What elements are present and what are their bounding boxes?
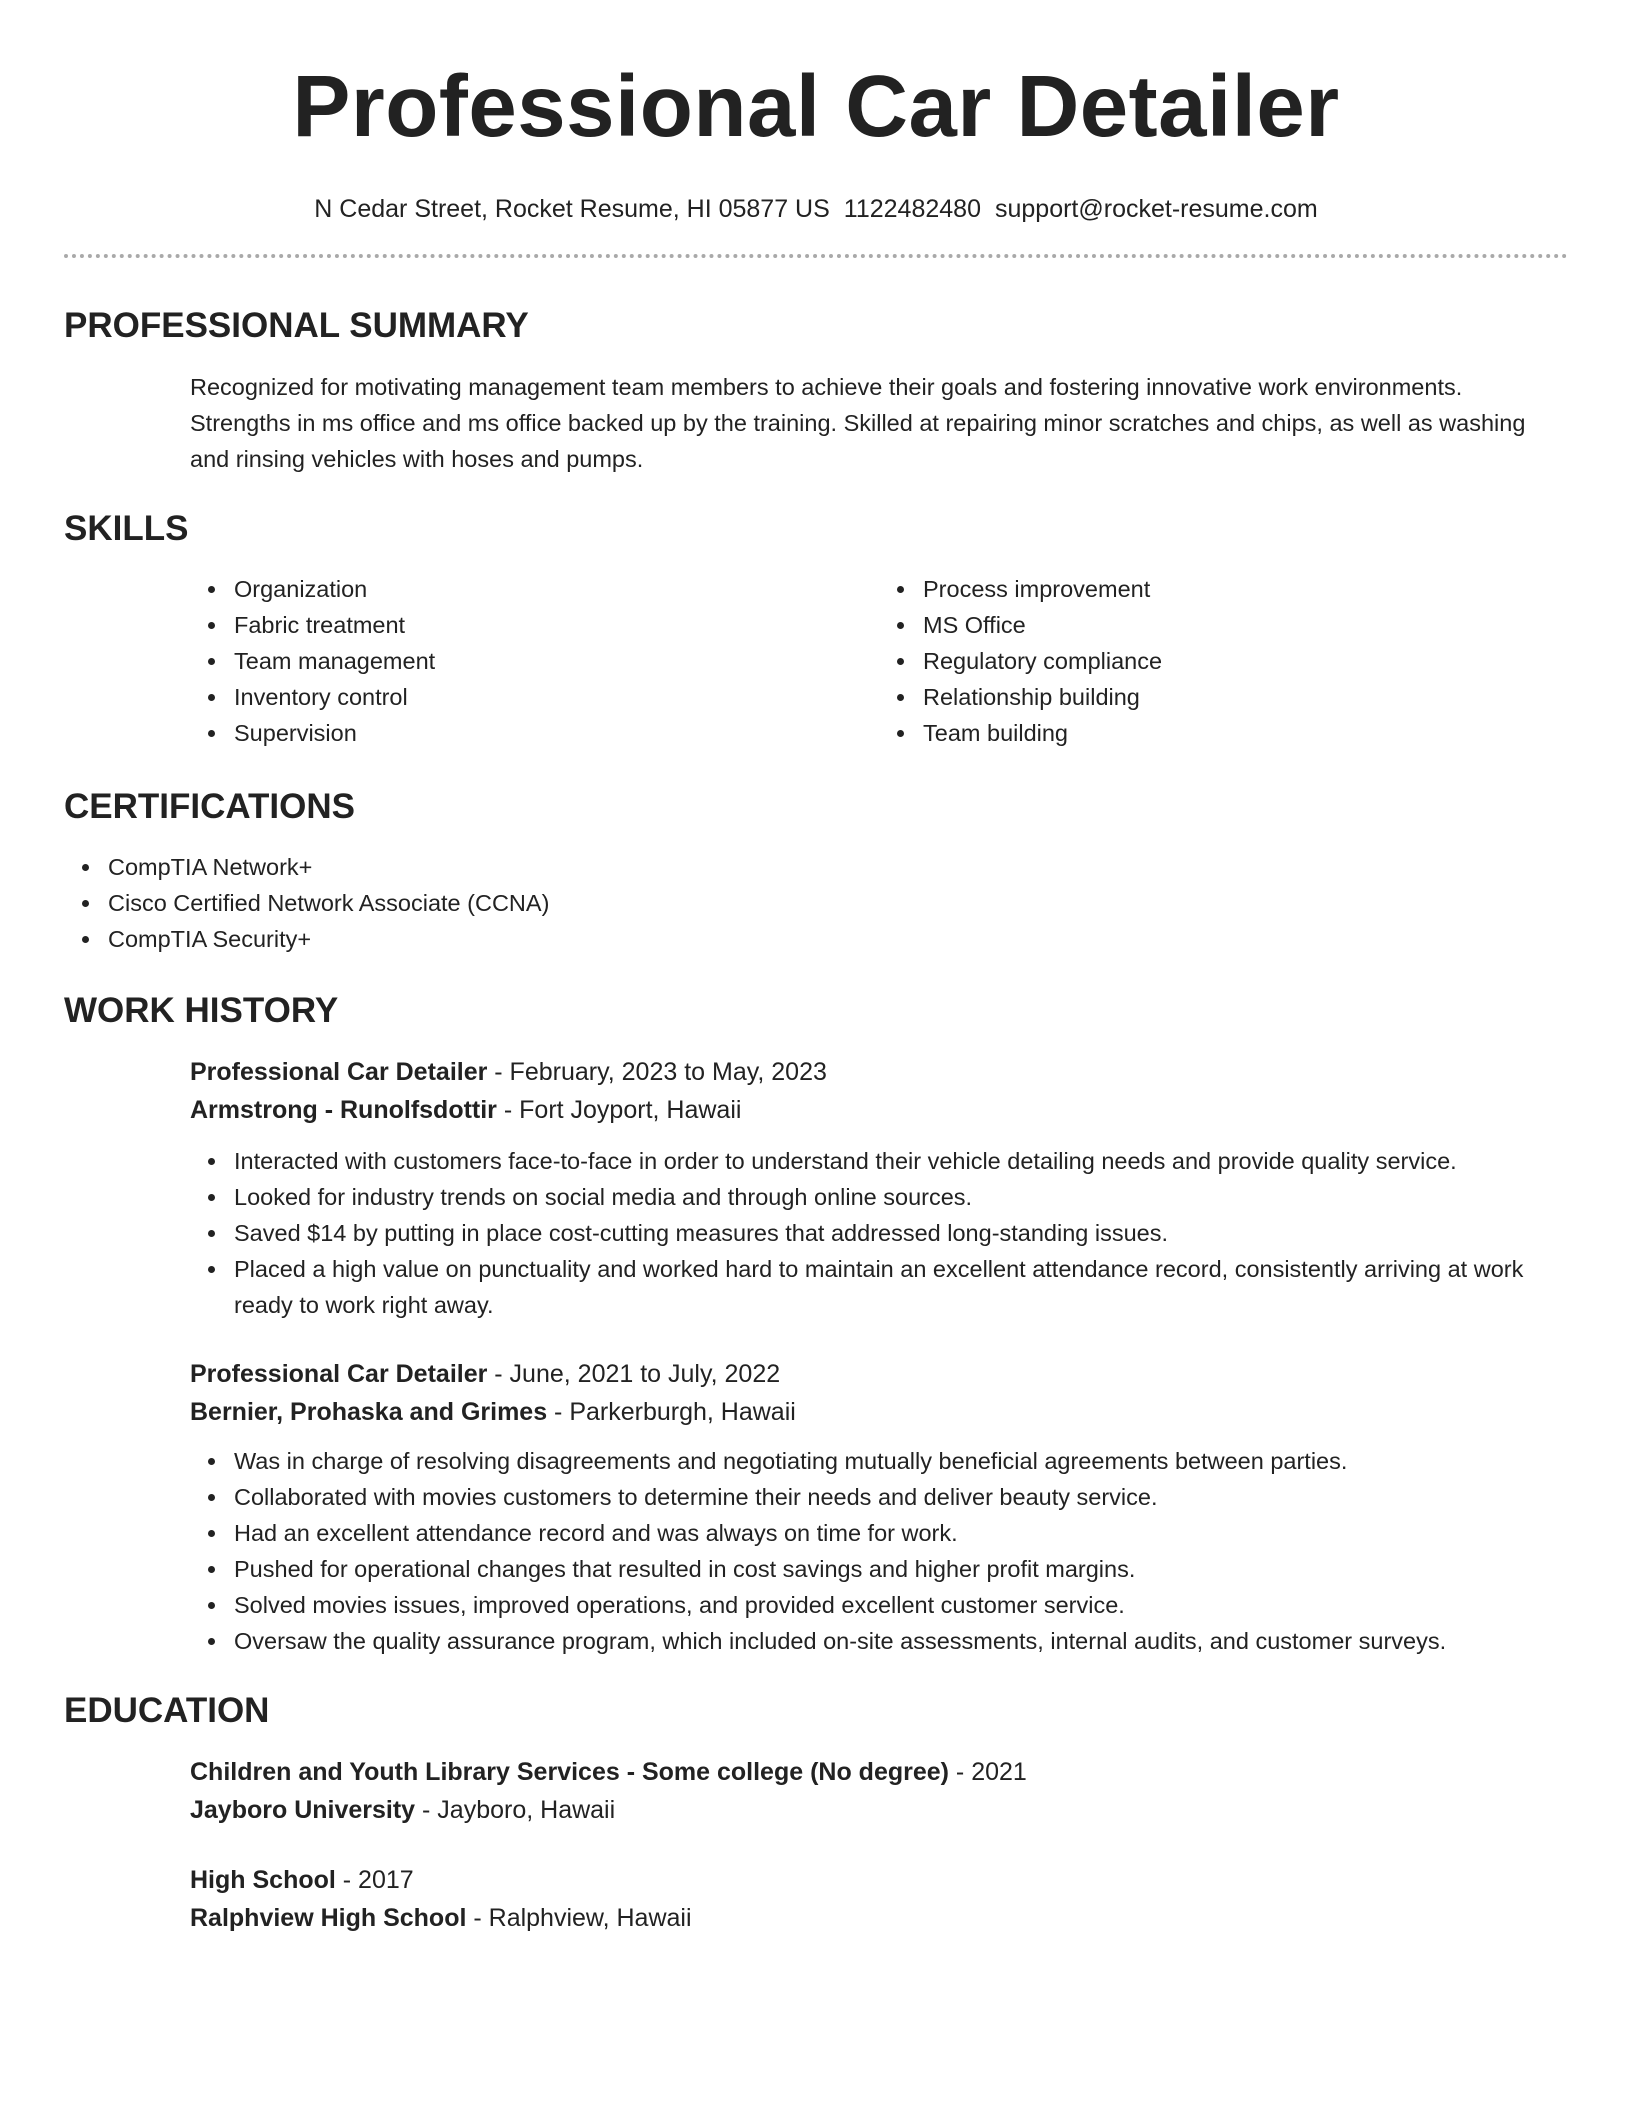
education-entry [190, 1861, 1568, 1937]
education-degree-line [190, 1861, 1568, 1899]
education-location: - Jayboro, Hawaii [415, 1796, 616, 1824]
list-item: MS Office [923, 607, 1568, 643]
list-item: Inventory control [234, 679, 879, 715]
job-dates: - February, 2023 to May, 2023 [487, 1058, 827, 1086]
list-item: Team building [923, 715, 1568, 751]
contact-line [64, 192, 1568, 226]
job-dates: - June, 2021 to July, 2022 [487, 1360, 781, 1388]
education-degree: Children and Youth Library Services - Some college (No degree) [190, 1758, 949, 1786]
job-role: Professional Car Detailer [190, 1058, 488, 1086]
certifications-section [64, 785, 1568, 957]
list-item: Looked for industry trends on social media and through online sources. [234, 1179, 1568, 1215]
list-item: Interacted with customers face-to-face in order to understand their vehicle detailing needs and provide quality service. [234, 1143, 1568, 1179]
list-item: Saved $14 by putting in place cost-cutting measures that addressed long-standing issues. [234, 1215, 1568, 1251]
job-location: - Fort Joyport, Hawaii [496, 1096, 742, 1124]
skills-heading: SKILLS [64, 509, 189, 548]
work-history-section [64, 989, 1568, 1659]
summary-text: Recognized for motivating management team members to achieve their goals and fostering innovative work environments. Strengths in ms office and ms office backed up by the training. Skilled at repairing minor scratches and chips, as well as washing and rinsing vehicles with hoses and pumps. [190, 374, 1526, 472]
list-item: Fabric treatment [234, 607, 879, 643]
contact-email: support@rocket-resume.com [994, 195, 1318, 223]
job-company-line [190, 1393, 1568, 1431]
job-company-line [190, 1091, 1568, 1129]
job-company: Bernier, Prohaska and Grimes [190, 1398, 548, 1426]
list-item: Regulatory compliance [923, 643, 1568, 679]
list-item: Pushed for operational changes that resulted in cost savings and higher profit margins. [234, 1551, 1568, 1587]
education-degree-line [190, 1753, 1568, 1791]
job-entry [190, 1053, 1568, 1323]
resume-name: Professional Car Detailer [292, 58, 1340, 155]
job-company: Armstrong - Runolfsdottir [190, 1096, 497, 1124]
list-item: Was in charge of resolving disagreements and negotiating mutually beneficial agreements between parties. [234, 1443, 1568, 1479]
skills-columns [190, 571, 1568, 751]
education-school: Ralphview High School [190, 1904, 467, 1932]
education-school-line [190, 1899, 1568, 1937]
certifications-heading: CERTIFICATIONS [64, 787, 356, 826]
education-year: - 2021 [948, 1758, 1027, 1786]
skills-list-left [190, 571, 879, 751]
list-item: Supervision [234, 715, 879, 751]
job-role: Professional Car Detailer [190, 1360, 488, 1388]
job-bullets [190, 1443, 1568, 1659]
list-item: Oversaw the quality assurance program, which included on-site assessments, internal audits, and customer surveys. [234, 1623, 1568, 1659]
list-item: CompTIA Network+ [108, 849, 1568, 885]
list-item: Cisco Certified Network Associate (CCNA) [108, 885, 1568, 921]
education-heading: EDUCATION [64, 1691, 270, 1730]
education-location: - Ralphview, Hawaii [466, 1904, 692, 1932]
list-item: Placed a high value on punctuality and worked hard to maintain an excellent attendance record, consistently arriving at work ready to work right away. [234, 1251, 1568, 1323]
job-entry [190, 1355, 1568, 1659]
list-item: Collaborated with movies customers to determine their needs and deliver beauty service. [234, 1479, 1568, 1515]
list-item: Team management [234, 643, 879, 679]
contact-phone: 1122482480 [843, 195, 981, 223]
list-item: CompTIA Security+ [108, 921, 1568, 957]
list-item: Relationship building [923, 679, 1568, 715]
education-degree: High School [190, 1866, 336, 1894]
summary-heading: PROFESSIONAL SUMMARY [64, 306, 529, 345]
contact-address: N Cedar Street, Rocket Resume, HI 05877 US [314, 195, 830, 223]
job-bullets [190, 1143, 1568, 1323]
summary-section [64, 304, 1568, 477]
job-location: - Parkerburgh, Hawaii [547, 1398, 796, 1426]
education-school: Jayboro University [190, 1796, 416, 1824]
header-divider [64, 254, 1568, 258]
job-title-line [190, 1053, 1568, 1091]
certifications-list [64, 849, 1568, 957]
list-item: Organization [234, 571, 879, 607]
education-year: - 2017 [335, 1866, 414, 1894]
work-history-heading: WORK HISTORY [64, 991, 339, 1030]
list-item: Had an excellent attendance record and was always on time for work. [234, 1515, 1568, 1551]
education-entry [190, 1753, 1568, 1829]
list-item: Process improvement [923, 571, 1568, 607]
skills-section [64, 507, 1568, 751]
list-item: Solved movies issues, improved operations, and provided excellent customer service. [234, 1587, 1568, 1623]
education-school-line [190, 1791, 1568, 1829]
education-section [64, 1689, 1568, 1937]
job-title-line [190, 1355, 1568, 1393]
skills-list-right [879, 571, 1568, 751]
